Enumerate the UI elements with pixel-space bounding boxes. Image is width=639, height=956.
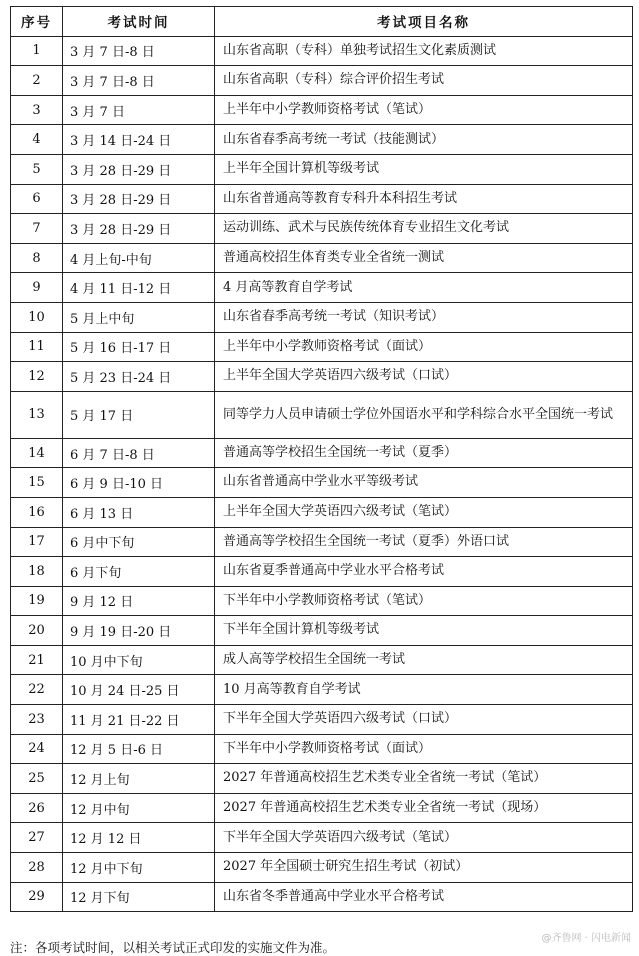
table-row — [11, 468, 633, 498]
table-row — [11, 332, 633, 362]
cell-exam-name: 运动训练、武术与民族传统体育专业招生文化考试 — [215, 214, 633, 244]
table-row — [11, 243, 633, 273]
cell-exam-name: 下半年全国计算机等级考试 — [215, 616, 633, 646]
cell-exam-name: 2027 年普通高校招生艺术类专业全省统一考试（现场） — [215, 793, 633, 823]
cell-exam-time: 3 月 7 日-8 日 — [63, 36, 215, 66]
cell-serial-number: 4 — [11, 125, 63, 155]
cell-exam-time: 12 月中旬 — [63, 793, 215, 823]
cell-serial-number: 6 — [11, 184, 63, 214]
cell-exam-time: 4 月 11 日-12 日 — [63, 273, 215, 303]
cell-exam-time: 12 月上旬 — [63, 764, 215, 794]
cell-serial-number: 26 — [11, 793, 63, 823]
cell-exam-name: 山东省普通高中学业水平等级考试 — [215, 468, 633, 498]
table-header — [11, 7, 633, 37]
cell-serial-number: 9 — [11, 273, 63, 303]
cell-exam-name: 4 月高等教育自学考试 — [215, 273, 633, 303]
cell-serial-number: 5 — [11, 154, 63, 184]
table-row — [11, 125, 633, 155]
cell-exam-time: 6 月 9 日-10 日 — [63, 468, 215, 498]
exam-schedule-table — [10, 6, 633, 912]
table-row — [11, 302, 633, 332]
cell-exam-time: 4 月上旬-中旬 — [63, 243, 215, 273]
table-row — [11, 557, 633, 587]
cell-exam-time: 10 月 24 日-25 日 — [63, 675, 215, 705]
cell-exam-time: 3 月 28 日-29 日 — [63, 214, 215, 244]
cell-exam-name: 下半年中小学教师资格考试（笔试） — [215, 586, 633, 616]
cell-exam-time: 11 月 21 日-22 日 — [63, 705, 215, 735]
table-row — [11, 66, 633, 96]
cell-exam-name: 上半年全国大学英语四六级考试（口试） — [215, 362, 633, 392]
footnote: 注：各项考试时间，以相关考试正式印发的实施文件为准。 — [10, 940, 336, 955]
table-row — [11, 273, 633, 303]
cell-exam-name: 山东省春季高考统一考试（知识考试） — [215, 302, 633, 332]
watermark: @齐鲁网 · 闪电新闻 — [541, 933, 631, 944]
cell-exam-name: 山东省冬季普通高中学业水平合格考试 — [215, 882, 633, 912]
header-row — [11, 7, 633, 37]
table-row — [11, 853, 633, 883]
cell-exam-time: 6 月 13 日 — [63, 497, 215, 527]
cell-serial-number: 23 — [11, 705, 63, 735]
cell-serial-number: 10 — [11, 302, 63, 332]
table-row — [11, 391, 633, 438]
table-row — [11, 184, 633, 214]
cell-exam-time: 6 月下旬 — [63, 557, 215, 587]
cell-exam-name: 同等学力人员申请硕士学位外国语水平和学科综合水平全国统一考试 — [215, 391, 633, 438]
header-serial-number: 序号 — [11, 7, 63, 37]
cell-exam-time: 9 月 12 日 — [63, 586, 215, 616]
cell-exam-name: 山东省高职（专科）综合评价招生考试 — [215, 66, 633, 96]
cell-serial-number: 13 — [11, 391, 63, 438]
cell-serial-number: 21 — [11, 645, 63, 675]
cell-exam-time: 12 月下旬 — [63, 882, 215, 912]
table-row — [11, 616, 633, 646]
cell-serial-number: 27 — [11, 823, 63, 853]
cell-serial-number: 1 — [11, 36, 63, 66]
cell-exam-name: 上半年全国计算机等级考试 — [215, 154, 633, 184]
table-row — [11, 882, 633, 912]
cell-serial-number: 7 — [11, 214, 63, 244]
table-row — [11, 527, 633, 557]
cell-exam-time: 3 月 28 日-29 日 — [63, 154, 215, 184]
table-row — [11, 586, 633, 616]
table-body — [11, 36, 633, 912]
cell-exam-time: 6 月中下旬 — [63, 527, 215, 557]
cell-exam-name: 2027 年普通高校招生艺术类专业全省统一考试（笔试） — [215, 764, 633, 794]
cell-exam-time: 6 月 7 日-8 日 — [63, 438, 215, 468]
cell-serial-number: 14 — [11, 438, 63, 468]
cell-exam-time: 3 月 28 日-29 日 — [63, 184, 215, 214]
table-row — [11, 764, 633, 794]
cell-serial-number: 25 — [11, 764, 63, 794]
cell-serial-number: 28 — [11, 853, 63, 883]
cell-exam-name: 10 月高等教育自学考试 — [215, 675, 633, 705]
cell-serial-number: 17 — [11, 527, 63, 557]
table-row — [11, 362, 633, 392]
cell-exam-name: 普通高校招生体育类专业全省统一测试 — [215, 243, 633, 273]
cell-exam-time: 3 月 7 日-8 日 — [63, 66, 215, 96]
cell-exam-name: 上半年中小学教师资格考试（面试） — [215, 332, 633, 362]
cell-serial-number: 18 — [11, 557, 63, 587]
cell-exam-name: 成人高等学校招生全国统一考试 — [215, 645, 633, 675]
cell-exam-time: 9 月 19 日-20 日 — [63, 616, 215, 646]
cell-exam-name: 上半年全国大学英语四六级考试（笔试） — [215, 497, 633, 527]
cell-serial-number: 12 — [11, 362, 63, 392]
table-row — [11, 705, 633, 735]
cell-exam-name: 普通高等学校招生全国统一考试（夏季）外语口试 — [215, 527, 633, 557]
table-row — [11, 497, 633, 527]
cell-exam-time: 10 月中下旬 — [63, 645, 215, 675]
table-row — [11, 645, 633, 675]
cell-exam-time: 3 月 7 日 — [63, 95, 215, 125]
cell-serial-number: 15 — [11, 468, 63, 498]
table-row — [11, 438, 633, 468]
cell-exam-time: 12 月 12 日 — [63, 823, 215, 853]
cell-exam-name: 下半年全国大学英语四六级考试（口试） — [215, 705, 633, 735]
cell-exam-name: 2027 年全国硕士研究生招生考试（初试） — [215, 853, 633, 883]
cell-exam-time: 5 月 16 日-17 日 — [63, 332, 215, 362]
cell-serial-number: 20 — [11, 616, 63, 646]
cell-exam-time: 5 月 23 日-24 日 — [63, 362, 215, 392]
cell-exam-name: 上半年中小学教师资格考试（笔试） — [215, 95, 633, 125]
cell-serial-number: 16 — [11, 497, 63, 527]
cell-exam-time: 5 月 17 日 — [63, 391, 215, 438]
table-row — [11, 95, 633, 125]
cell-exam-time: 5 月上中旬 — [63, 302, 215, 332]
table-row — [11, 214, 633, 244]
cell-serial-number: 11 — [11, 332, 63, 362]
cell-exam-name: 山东省春季高考统一考试（技能测试） — [215, 125, 633, 155]
table-row — [11, 734, 633, 764]
cell-exam-name: 下半年全国大学英语四六级考试（笔试） — [215, 823, 633, 853]
cell-exam-time: 3 月 14 日-24 日 — [63, 125, 215, 155]
table-row — [11, 36, 633, 66]
header-exam-name: 考试项目名称 — [215, 7, 633, 37]
table-row — [11, 793, 633, 823]
cell-serial-number: 24 — [11, 734, 63, 764]
cell-exam-name: 山东省高职（专科）单独考试招生文化素质测试 — [215, 36, 633, 66]
table-row — [11, 154, 633, 184]
cell-serial-number: 22 — [11, 675, 63, 705]
cell-exam-time: 12 月 5 日-6 日 — [63, 734, 215, 764]
cell-exam-time: 12 月中下旬 — [63, 853, 215, 883]
table-row — [11, 823, 633, 853]
header-exam-time: 考试时间 — [63, 7, 215, 37]
cell-exam-name: 山东省普通高等教育专科升本科招生考试 — [215, 184, 633, 214]
cell-serial-number: 19 — [11, 586, 63, 616]
cell-serial-number: 8 — [11, 243, 63, 273]
cell-exam-name: 山东省夏季普通高中学业水平合格考试 — [215, 557, 633, 587]
cell-serial-number: 29 — [11, 882, 63, 912]
cell-serial-number: 3 — [11, 95, 63, 125]
cell-exam-name: 下半年中小学教师资格考试（面试） — [215, 734, 633, 764]
table-row — [11, 675, 633, 705]
cell-serial-number: 2 — [11, 66, 63, 96]
cell-exam-name: 普通高等学校招生全国统一考试（夏季） — [215, 438, 633, 468]
